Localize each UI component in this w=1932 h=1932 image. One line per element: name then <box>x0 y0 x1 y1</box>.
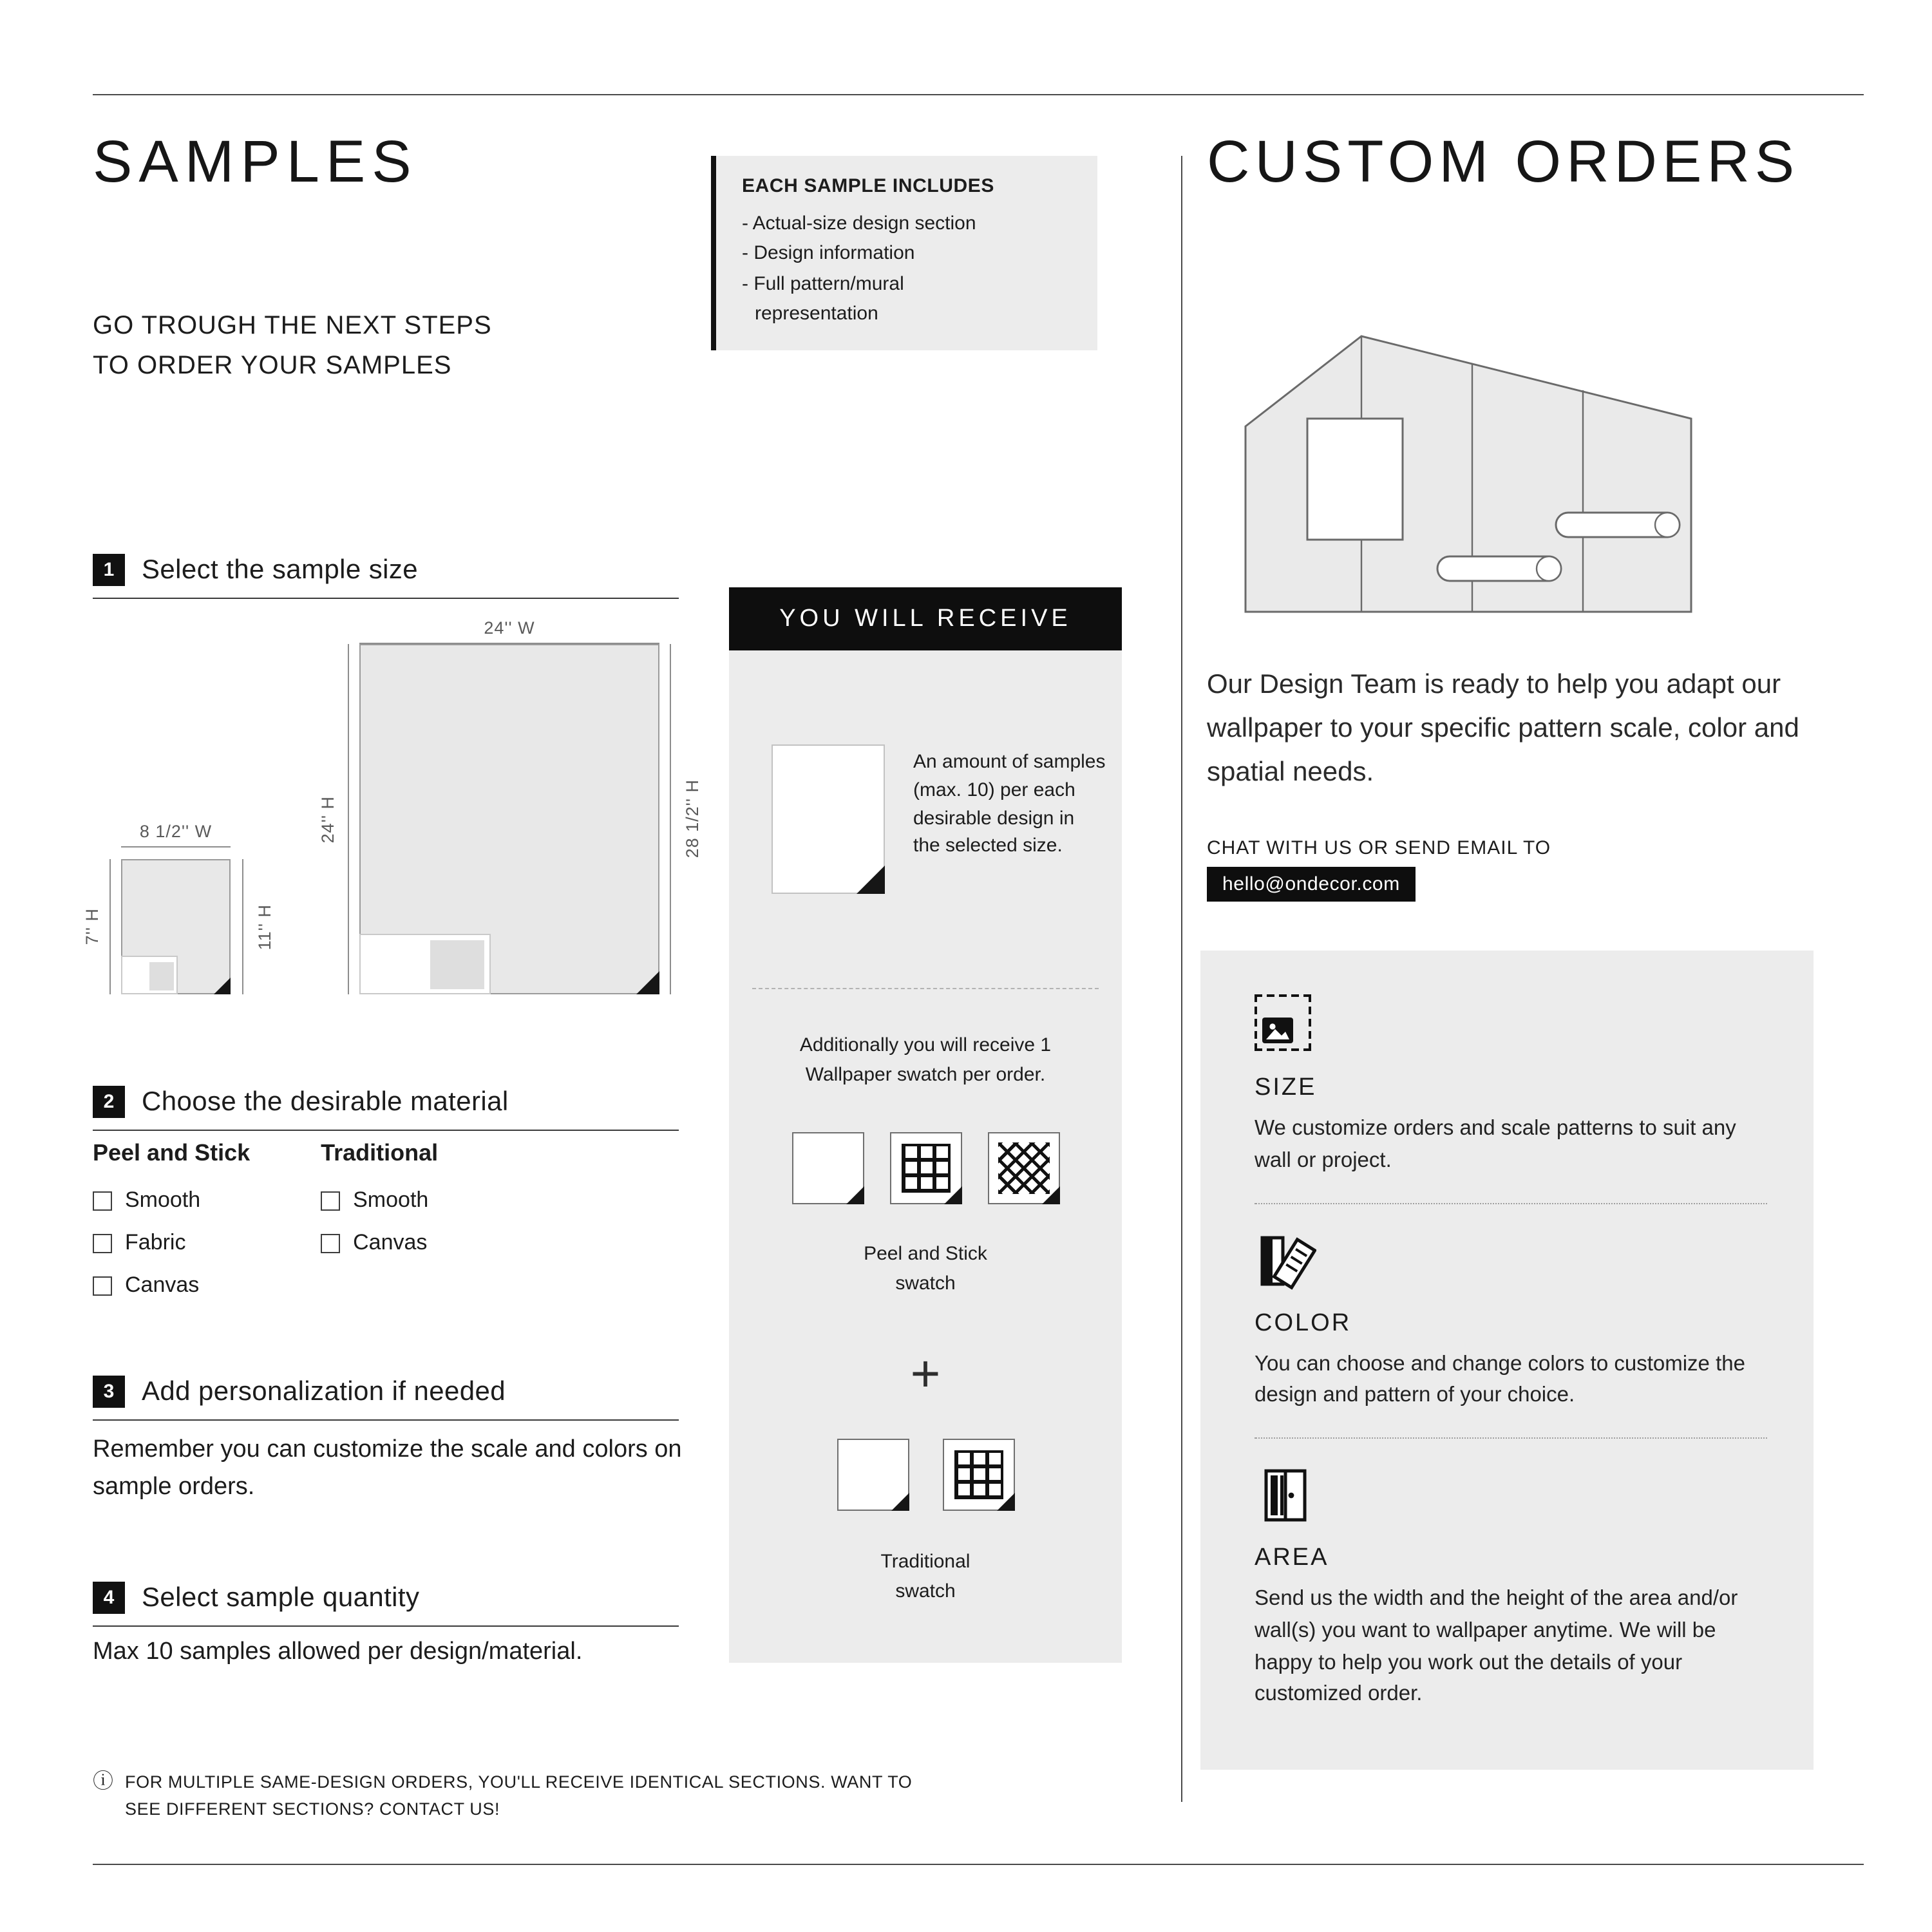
dashed-divider <box>752 988 1099 989</box>
material-option-label: Fabric <box>125 1230 186 1255</box>
step-2-number: 2 <box>93 1086 125 1118</box>
top-divider <box>93 94 1864 95</box>
small-sample-inner-gray <box>149 962 174 990</box>
material-option <box>93 1273 250 1298</box>
wall-door-icon <box>1255 1464 1316 1526</box>
house-wallpaper-illustration <box>1238 328 1699 620</box>
blank-swatch-icon <box>837 1439 909 1511</box>
step-3-number: 3 <box>93 1376 125 1408</box>
small-sample-height-left <box>79 859 104 994</box>
grid-pattern <box>901 1144 950 1193</box>
page-fold-icon <box>891 1493 909 1511</box>
receive-additionally-text: Additionally you will receive 1 Wallpaper swatch per order. <box>799 1034 1052 1085</box>
color-feature-text: You can choose and change colors to customize the design and pattern of your choice. <box>1255 1352 1745 1407</box>
step-3-text: Remember you can customize the scale and colors on sample orders. <box>93 1436 682 1500</box>
page-fold-icon <box>214 978 231 994</box>
column-divider <box>1181 156 1182 1802</box>
material-option <box>93 1230 250 1256</box>
size-feature-icon <box>1255 994 1767 1056</box>
step-4-label: Select sample quantity <box>142 1582 420 1612</box>
samples-intro-line1: GO TROUGH THE NEXT STEPS <box>93 312 492 340</box>
color-swatches-icon <box>1255 1229 1316 1291</box>
checkbox[interactable] <box>321 1233 340 1253</box>
step-4-number: 4 <box>93 1582 125 1614</box>
area-feature-icon <box>1255 1464 1767 1526</box>
checkbox[interactable] <box>93 1233 112 1253</box>
material-option-label: Canvas <box>353 1230 428 1255</box>
color-feature-icon <box>1255 1229 1767 1291</box>
sample-includes-item: - Actual-size design section <box>742 213 976 234</box>
custom-orders-intro: Our Design Team is ready to help you adapt our wallpaper to your specific pattern scale, color and spatial needs. <box>1207 670 1799 788</box>
custom-features-panel <box>1200 951 1814 1770</box>
sample-includes-item: - Design information <box>742 242 915 265</box>
step-3-header <box>93 1376 679 1421</box>
peel-swatch-label <box>729 1240 1122 1298</box>
peel-swatch-row <box>729 1132 1122 1204</box>
large-sample-height-left <box>314 644 340 994</box>
step-2-header <box>93 1086 679 1131</box>
large-sample-rect <box>359 644 659 994</box>
size-feature-name: SIZE <box>1255 1074 1317 1101</box>
sample-size-diagram <box>82 605 711 1050</box>
traditional-title: Traditional <box>321 1140 439 1166</box>
color-feature-name: COLOR <box>1255 1309 1352 1336</box>
grid-swatch-icon <box>942 1439 1014 1511</box>
large-sample-inner-gray <box>430 940 484 989</box>
page-fold-icon <box>943 1186 961 1204</box>
step-1-number: 1 <box>93 554 125 586</box>
sample-sheet-icon <box>772 744 885 894</box>
large-sample-right-line <box>670 644 671 994</box>
material-option <box>321 1188 438 1213</box>
material-option <box>93 1188 250 1213</box>
bottom-divider <box>93 1864 1864 1865</box>
image-icon <box>1262 1018 1293 1043</box>
area-feature-text: Send us the width and the height of the area and/or wall(s) you want to wallpaper anytime. We will be happy to help you work out the details of your customized order. <box>1255 1587 1738 1706</box>
page-fold-icon <box>1041 1186 1059 1204</box>
samples-intro-line2: TO ORDER YOUR SAMPLES <box>93 352 452 380</box>
sample-includes-box <box>711 156 1097 350</box>
area-feature-name: AREA <box>1255 1544 1329 1571</box>
you-will-receive-panel <box>729 650 1122 1663</box>
checkbox[interactable] <box>93 1276 112 1295</box>
size-selection-icon <box>1255 994 1311 1051</box>
step-4-header <box>93 1582 679 1627</box>
traditional-swatch-label <box>729 1548 1122 1606</box>
traditional-swatch-label-text: Traditional swatch <box>880 1551 971 1602</box>
small-sample-width-line <box>121 846 231 848</box>
large-sample-left-line <box>348 644 349 994</box>
page-fold-icon <box>846 1186 864 1204</box>
small-sample-height-right-label: 11'' H <box>254 904 274 950</box>
material-option <box>321 1230 438 1256</box>
material-option-label: Smooth <box>125 1188 201 1212</box>
step-4-text: Max 10 samples allowed per design/material. <box>93 1638 583 1665</box>
material-option-label: Smooth <box>353 1188 429 1212</box>
small-sample-width-label: 8 1/2'' W <box>139 822 213 841</box>
material-options <box>93 1140 438 1315</box>
wallpaper-roll-icon <box>1556 513 1680 537</box>
size-feature-text: We customize orders and scale patterns to suit any wall or project. <box>1255 1117 1736 1172</box>
step-3-label: Add personalization if needed <box>142 1376 506 1406</box>
small-sample-left-line <box>109 859 111 994</box>
crosshatch-swatch-icon <box>987 1132 1059 1204</box>
checkbox[interactable] <box>93 1191 112 1210</box>
samples-intro <box>93 307 492 386</box>
dotted-divider <box>1255 1437 1767 1439</box>
step-2-label: Choose the desirable material <box>142 1086 509 1116</box>
sample-includes-item: - Full pattern/mural representation <box>742 272 904 325</box>
footnote <box>93 1770 917 1824</box>
material-column-traditional <box>321 1140 438 1315</box>
chat-label: CHAT WITH US OR SEND EMAIL TO <box>1207 837 1551 859</box>
samples-title: SAMPLES <box>93 128 418 194</box>
info-icon: ⓘ <box>93 1771 114 1793</box>
traditional-swatch-row <box>729 1439 1122 1511</box>
custom-orders-title: CUSTOM ORDERS <box>1207 128 1800 194</box>
wallpaper-roll-icon <box>1437 556 1561 581</box>
blank-swatch-icon <box>791 1132 864 1204</box>
small-sample-height-left-label: 7'' H <box>82 908 101 945</box>
peel-and-stick-title: Peel and Stick <box>93 1140 251 1166</box>
page-fold-icon <box>996 1493 1014 1511</box>
sample-includes-title: EACH SAMPLE INCLUDES <box>742 175 995 197</box>
material-column-peel-and-stick <box>93 1140 250 1315</box>
small-sample-inner-white <box>121 956 178 994</box>
you-will-receive-banner: YOU WILL RECEIVE <box>729 587 1122 650</box>
material-option-label: Canvas <box>125 1273 200 1297</box>
page-fold-icon <box>857 866 885 894</box>
grid-pattern <box>954 1450 1003 1499</box>
step-1-label: Select the sample size <box>142 554 419 584</box>
peel-swatch-label-text: Peel and Stick swatch <box>864 1243 987 1294</box>
grid-swatch-icon <box>889 1132 961 1204</box>
large-sample-width-label: 24'' W <box>484 618 535 638</box>
small-sample-rect <box>121 859 231 994</box>
plus-sign: + <box>910 1346 941 1403</box>
small-sample-height-right <box>251 859 277 994</box>
large-sample-height-left-label: 24'' H <box>317 795 337 843</box>
dotted-divider <box>1255 1202 1767 1204</box>
email-badge[interactable]: hello@ondecor.com <box>1207 867 1416 902</box>
checkbox[interactable] <box>321 1191 340 1210</box>
receive-samples-text: An amount of samples (max. 10) per each desirable design in the selected size. <box>913 751 1106 857</box>
large-sample-height-right-label: 28 1/2'' H <box>682 779 701 859</box>
small-sample-right-line <box>242 859 243 994</box>
large-sample-inner-white <box>359 934 491 994</box>
large-sample-height-right <box>679 644 705 994</box>
footnote-text: FOR MULTIPLE SAME-DESIGN ORDERS, YOU'LL RECEIVE IDENTICAL SECTIONS. WANT TO SEE DIFFERENT SECTIONS? CONTACT US! <box>125 1772 913 1819</box>
page-fold-icon <box>636 971 659 994</box>
step-1-header <box>93 554 679 599</box>
